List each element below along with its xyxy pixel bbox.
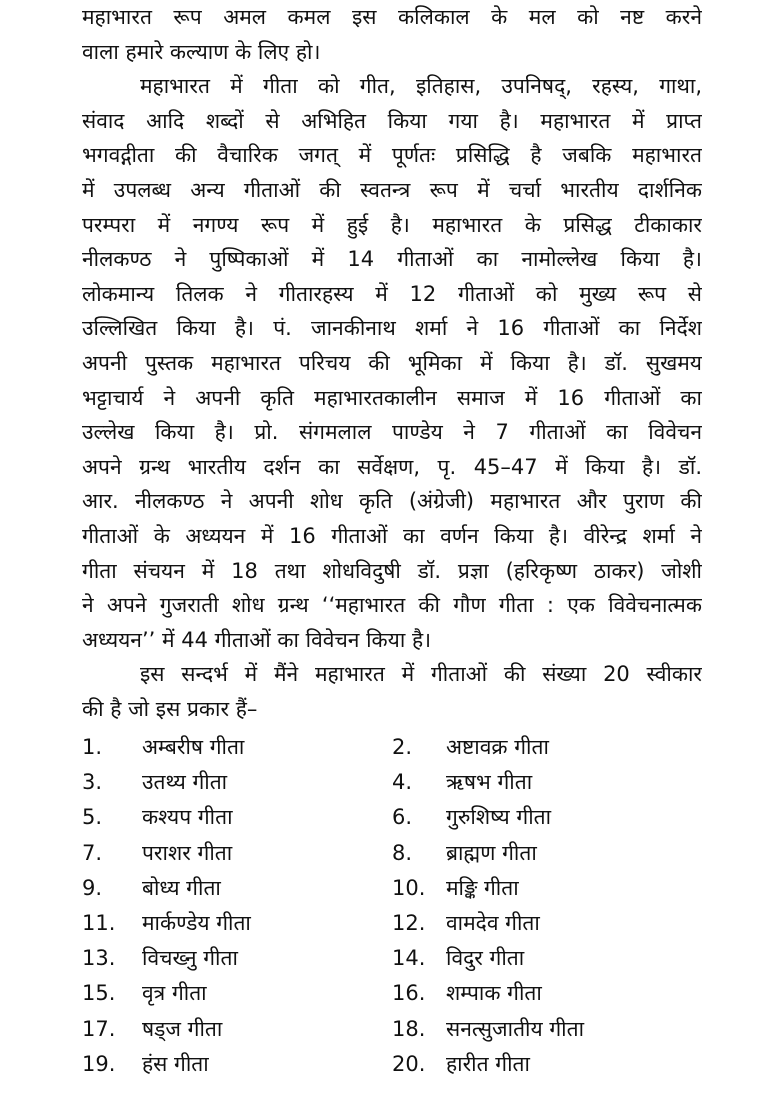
gita-number: 8. [392, 840, 413, 865]
paragraph-line: गीता संचयन में 18 तथा शोधविदुषी डॉ. प्रज्ञा (हरिकृष्ण ठाकर) जोशी [82, 558, 702, 583]
gita-number: 4. [392, 770, 413, 795]
gita-list-row [82, 1047, 702, 1082]
gita-name: बोध्य गीता [142, 875, 221, 900]
gita-list-row [82, 906, 702, 941]
gita-number: 7. [82, 840, 103, 865]
gita-name: विदुर गीता [446, 946, 525, 971]
gita-name: ब्राह्मण गीता [446, 840, 537, 865]
paragraph-line: भट्टाचार्य ने अपनी कृति महाभारतकालीन समाज में 16 गीताओं का [82, 385, 702, 410]
gita-list-row [82, 765, 702, 800]
paragraph-line: अपनी पुस्तक महाभारत परिचय की भूमिका में किया है। डॉ. सुखमय [82, 350, 702, 375]
gita-list-row [82, 941, 702, 976]
gita-number: 6. [392, 805, 413, 830]
paragraph-line: ने अपने गुजराती शोध ग्रन्थ ‘‘महाभारत की गौण गीता : एक विवेचनात्मक [82, 593, 702, 618]
gita-name: कश्यप गीता [142, 805, 233, 830]
paragraph-line: लोकमान्य तिलक ने गीतारहस्य में 12 गीताओं को मुख्य रूप से [82, 281, 702, 306]
paragraph-line: परम्परा में नगण्य रूप में हुई है। महाभारत के प्रसिद्ध टीकाकार [82, 212, 702, 237]
paragraph-line: महाभारत में गीता को गीत, इतिहास, उपनिषद्, रहस्य, गाथा, [140, 74, 702, 99]
gita-list-row [82, 871, 702, 906]
gita-number: 20. [392, 1051, 426, 1076]
paragraph-line: संवाद आदि शब्दों से अभिहित किया गया है। महाभारत में प्राप्त [82, 108, 702, 133]
paragraph-line: भगवद्गीता की वैचारिक जगत् में पूर्णतः प्रसिद्धि है जबकि महाभारत [82, 143, 702, 168]
paragraph-line: उल्लेख किया है। प्रो. संगमलाल पाण्डेय ने 7 गीताओं का विवेचन [82, 420, 702, 445]
document-body [82, 0, 702, 726]
gita-name: अम्बरीष गीता [142, 735, 245, 759]
gita-list [82, 730, 702, 1082]
gita-name: वृत्र गीता [142, 981, 207, 1006]
gita-list-row [82, 836, 702, 871]
paragraph-line: नीलकण्ठ ने पुष्पिकाओं में 14 गीताओं का नामोल्लेख किया है। [82, 247, 702, 272]
gita-name: हंस गीता [142, 1051, 209, 1076]
paragraph-line: महाभारत रूप अमल कमल इस कलिकाल के मल को नष्ट करने [82, 5, 702, 29]
gita-number: 17. [82, 1016, 116, 1041]
gita-number: 11. [82, 910, 116, 935]
gita-name: ऋषभ गीता [446, 770, 533, 795]
gita-name: षड्ज गीता [142, 1016, 223, 1041]
gita-name: विचख्नु गीता [142, 946, 238, 971]
gita-name: हारीत गीता [446, 1051, 530, 1076]
gita-name: मार्कण्डेय गीता [142, 910, 251, 935]
gita-list-row [82, 730, 702, 765]
gita-name: गुरुशिष्य गीता [446, 805, 552, 830]
gita-number: 5. [82, 805, 103, 830]
gita-name: शम्पाक गीता [446, 981, 542, 1006]
paragraph-line: गीताओं के अध्ययन में 16 गीताओं का वर्णन किया है। वीरेन्द्र शर्मा ने [82, 523, 702, 548]
gita-name: वामदेव गीता [446, 910, 540, 935]
paragraph-line: अपने ग्रन्थ भारतीय दर्शन का सर्वेक्षण, पृ. 45–47 में किया है। डॉ. [82, 454, 702, 479]
gita-number: 9. [82, 875, 103, 900]
gita-number: 19. [82, 1051, 116, 1076]
paragraph-line: की है जो इस प्रकार हैं– [82, 696, 258, 721]
paragraph-line: उल्लिखित किया है। पं. जानकीनाथ शर्मा ने 16 गीताओं का निर्देश [82, 316, 702, 341]
gita-name: अष्टावक्र गीता [446, 735, 549, 759]
gita-number: 18. [392, 1016, 426, 1041]
gita-name: मङ्कि गीता [446, 875, 519, 900]
gita-number: 1. [82, 735, 103, 759]
gita-number: 15. [82, 981, 116, 1006]
gita-number: 16. [392, 981, 426, 1006]
gita-number: 3. [82, 770, 103, 795]
gita-number: 2. [392, 735, 413, 759]
gita-name: पराशर गीता [142, 840, 233, 865]
paragraph-line: अध्ययन’’ में 44 गीताओं का विवेचन किया है। [82, 627, 432, 652]
gita-name: उतथ्य गीता [142, 770, 228, 795]
gita-list-row [82, 800, 702, 835]
gita-number: 13. [82, 946, 116, 971]
paragraph-line: आर. नीलकण्ठ ने अपनी शोध कृति (अंग्रेजी) महाभारत और पुराण की [82, 489, 702, 514]
gita-list-row [82, 976, 702, 1011]
paragraph-line: इस सन्दर्भ में मैंने महाभारत में गीताओं की संख्या 20 स्वीकार [140, 662, 702, 687]
paragraph-line: में उपलब्ध अन्य गीताओं की स्वतन्त्र रूप में चर्चा भारतीय दार्शनिक [82, 177, 702, 202]
gita-name: सनत्सुजातीय गीता [446, 1016, 585, 1041]
gita-number: 14. [392, 946, 426, 971]
gita-number: 12. [392, 910, 426, 935]
paragraph-line: वाला हमारे कल्याण के लिए हो। [82, 39, 321, 64]
gita-list-row [82, 1012, 702, 1047]
gita-number: 10. [392, 875, 426, 900]
